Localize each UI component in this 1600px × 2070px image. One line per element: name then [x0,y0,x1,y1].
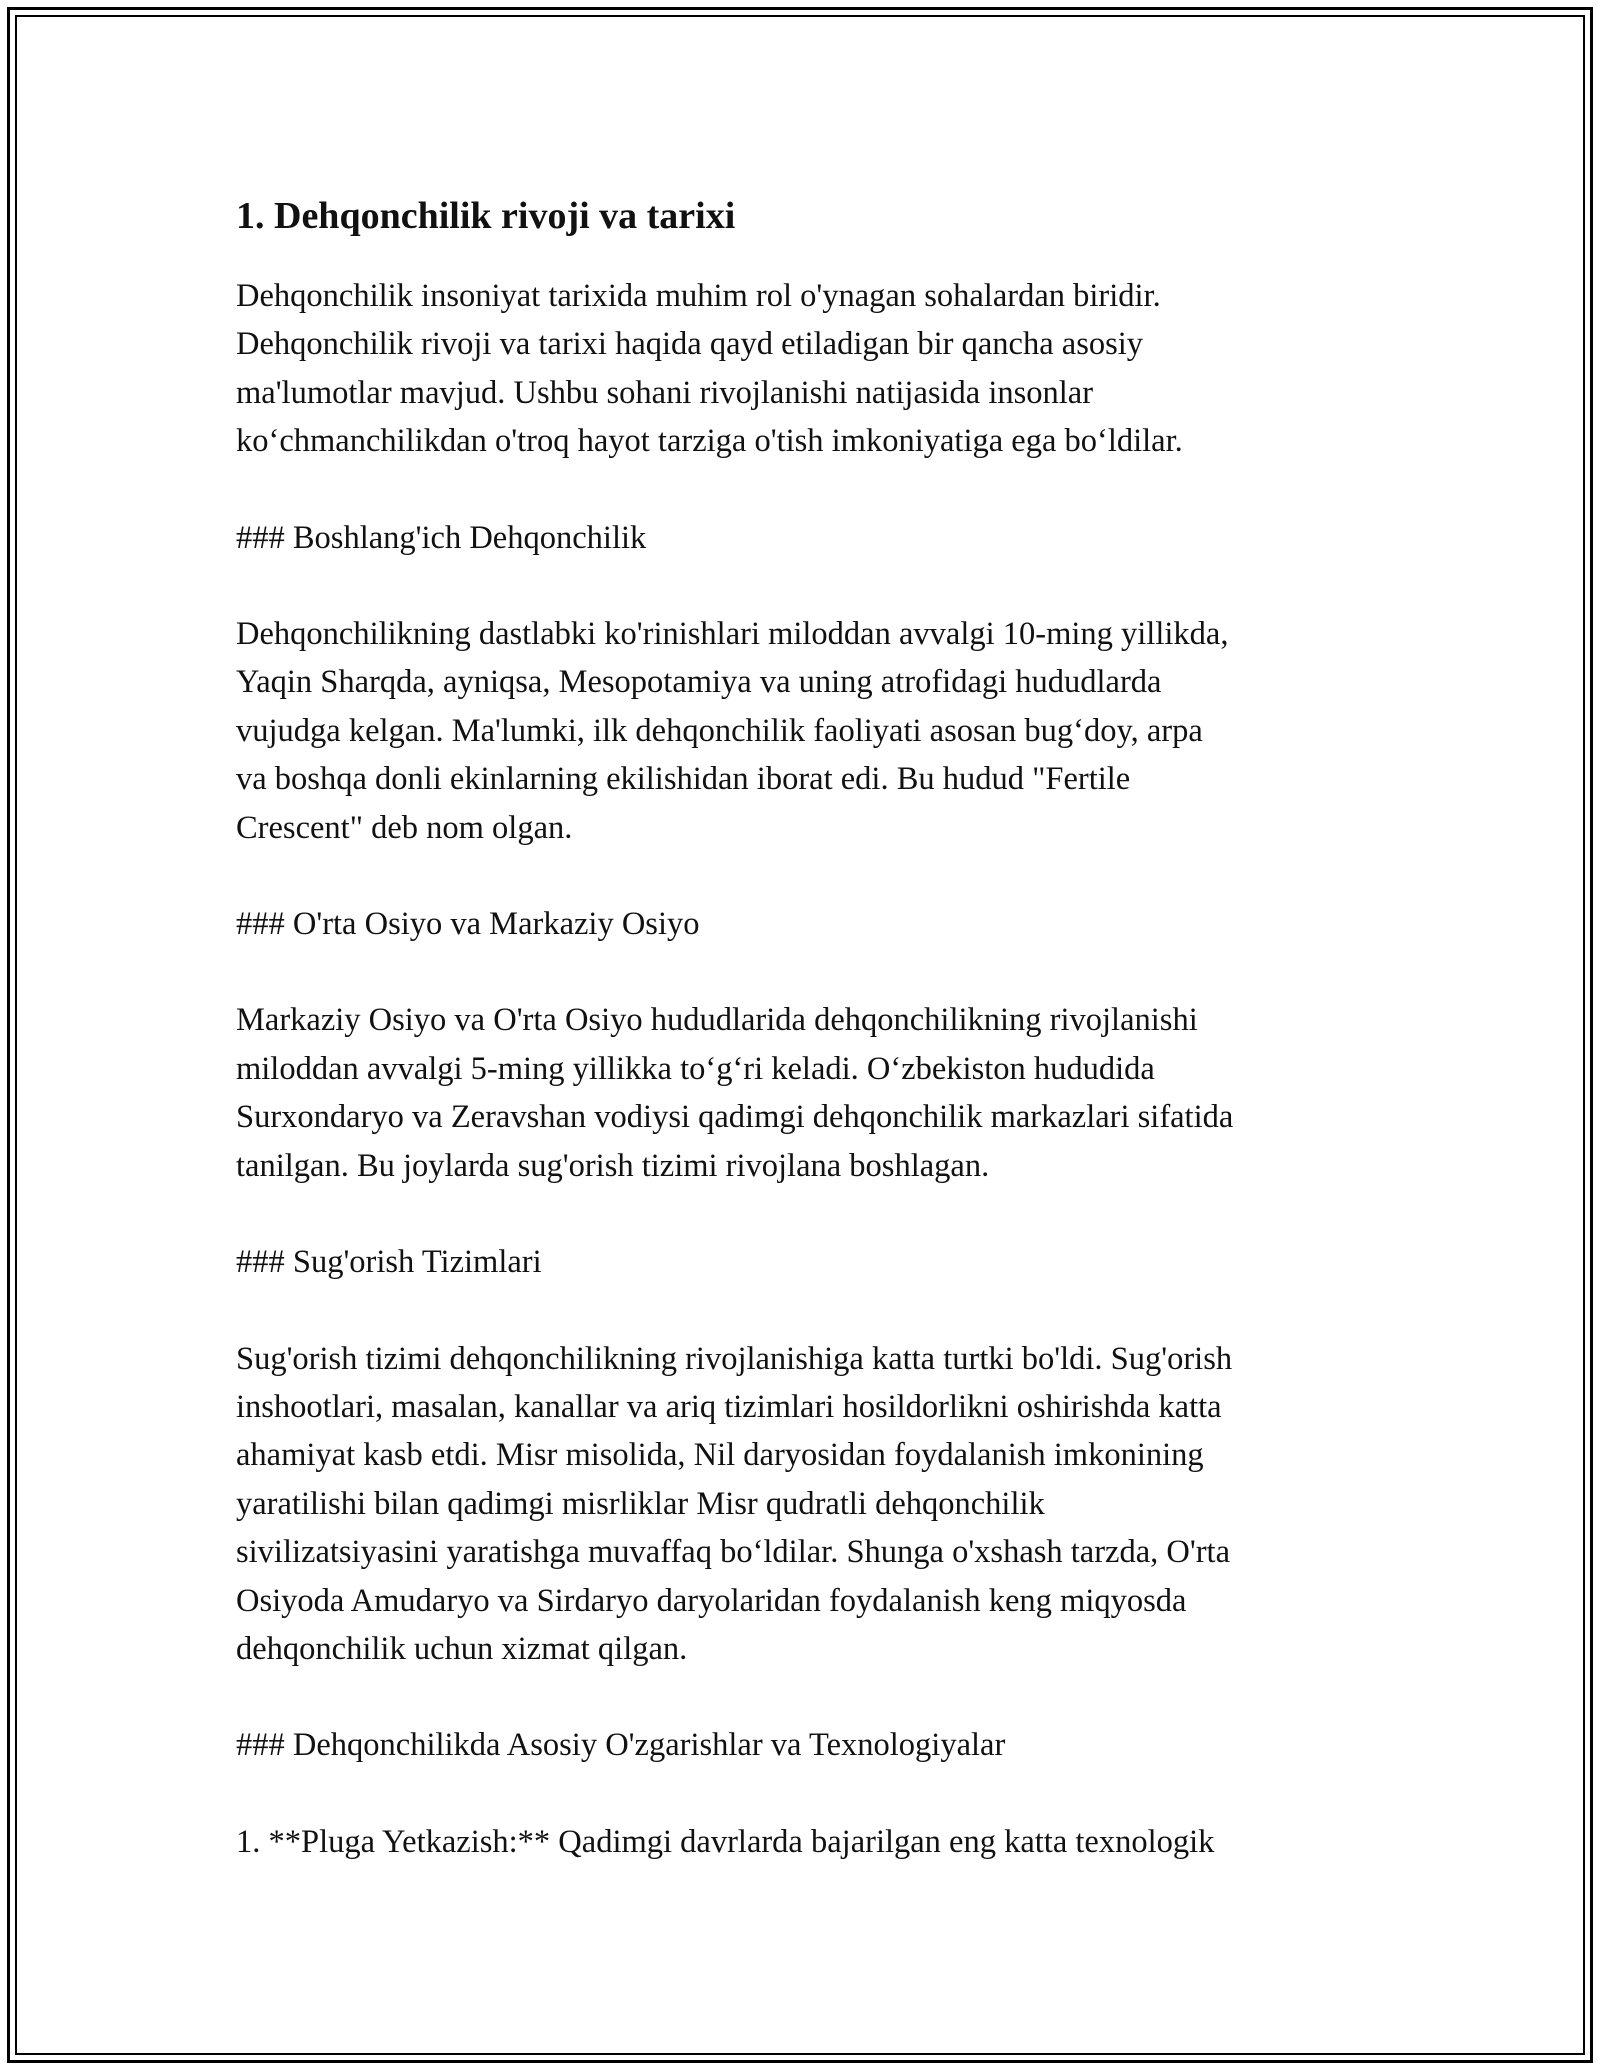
text-line: Crescent" deb nom olgan. [236,809,573,846]
text-line: ### Sug'orish Tizimlari [236,1244,542,1281]
paragraph-orta-osiyo [236,996,1386,1190]
text-line: va boshqa donli ekinlarning ekilishidan iborat edi. Bu hudud "Fertile [236,761,1131,798]
paragraph-intro [236,272,1386,466]
document-title: 1. Dehqonchilik rivoji va tarixi [236,195,736,237]
text-line: Sug'orish tizimi dehqonchilikning rivojlanishiga katta turtki bo'ldi. Sug'orish [236,1340,1233,1377]
paragraph-boshlangich [236,610,1386,852]
text-line: tanilgan. Bu joylarda sug'orish tizimi rivojlana boshlagan. [236,1147,990,1184]
text-line: ko‘chmanchilikdan o'troq hayot tarziga o'tish imkoniyatiga ega bo‘ldilar. [236,423,1183,460]
text-line: Dehqonchilikning dastlabki ko'rinishlari miloddan avvalgi 10-ming yillikda, [236,616,1229,653]
section-heading-sugorish [236,1238,1386,1286]
text-line: yaratilishi bilan qadimgi misrliklar Misr qudratli dehqonchilik [236,1485,1045,1522]
text-line: dehqonchilik uchun xizmat qilgan. [236,1630,688,1667]
text-line: sivilizatsiyasini yaratishga muvaffaq bo‘ldilar. Shunga o'xshash tarzda, O'rta [236,1534,1230,1571]
section-heading-boshlangich [236,514,1386,562]
document-body [236,186,1386,1866]
text-line: miloddan avvalgi 5-ming yillikka to‘g‘ri keladi. O‘zbekiston hududida [236,1050,1155,1087]
text-line: Dehqonchilik insoniyat tarixida muhim rol o'ynagan sohalardan biridir. [236,278,1161,314]
section-heading-orta-osiyo [236,900,1386,948]
text-line: Osiyoda Amudaryo va Sirdaryo daryolaridan foydalanish keng miqyosda [236,1582,1187,1619]
section-heading-texnologiyalar [236,1721,1386,1769]
text-line: inshootlari, masalan, kanallar va ariq tizimlari hosildorlikni oshirishda katta [236,1388,1222,1425]
text-line: Markaziy Osiyo va O'rta Osiyo hududlarida dehqonchilikning rivojlanishi [236,1002,1198,1039]
text-line: Dehqonchilik rivoji va tarixi haqida qayd etiladigan bir qancha asosiy [236,326,1144,363]
text-line: Surxondaryo va Zeravshan vodiysi qadimgi dehqonchilik markazlari sifatida [236,1099,1234,1136]
text-line: ahamiyat kasb etdi. Misr misolida, Nil daryosidan foydalanish imkonining [236,1437,1204,1474]
list-item-pluga [236,1818,1386,1866]
text-line: Yaqin Sharqda, ayniqsa, Mesopotamiya va uning atrofidagi hududlarda [236,664,1162,701]
text-line: ### O'rta Osiyo va Markaziy Osiyo [236,906,700,943]
text-line: ### Dehqonchilikda Asosiy O'zgarishlar va Texnologiyalar [236,1727,1006,1764]
text-line: vujudga kelgan. Ma'lumki, ilk dehqonchilik faoliyati asosan bug‘doy, arpa [236,712,1203,749]
text-line: ma'lumotlar mavjud. Ushbu sohani rivojlanishi natijasida insonlar [236,374,1094,411]
paragraph-sugorish [236,1335,1386,1674]
text-line: ### Boshlang'ich Dehqonchilik [236,519,647,556]
text-line: 1. **Pluga Yetkazish:** Qadimgi davrlarda bajarilgan eng katta texnologik [236,1823,1215,1860]
